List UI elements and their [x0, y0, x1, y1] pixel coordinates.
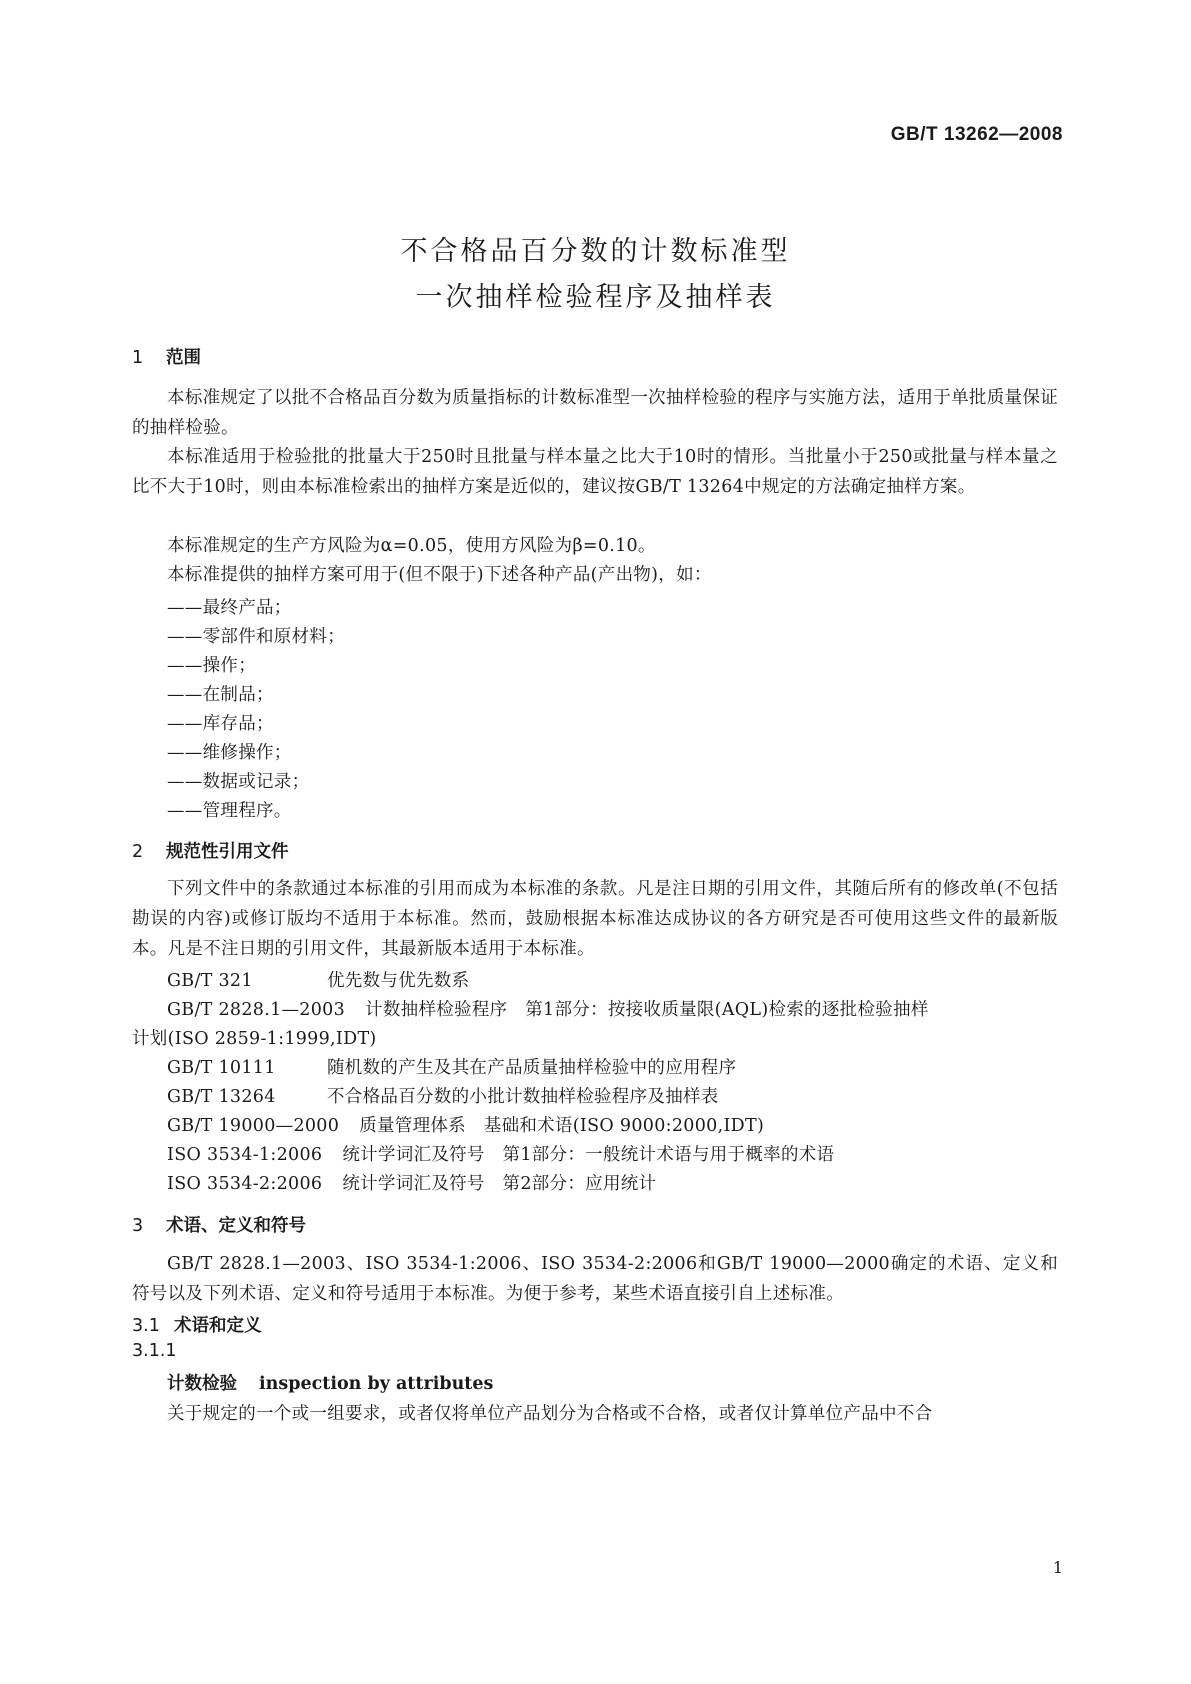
- section-2-heading: [132, 838, 289, 863]
- section-2-paragraph-1: 下列文件中的条款通过本标准的引用而成为本标准的条款。凡是注日期的引用文件，其随后所有的修改单(不包括勘误的内容)或修订版均不适用于本标准。然而，鼓励根据本标准达成协议的各方研究是否可使用这些文件的最新版本。凡是不注日期的引用文件，其最新版本适用于本标准。: [132, 879, 1058, 959]
- reference-item: [167, 1141, 834, 1166]
- subsection-title: 术语和定义: [174, 1316, 262, 1336]
- reference-title: 统计学词汇及符号 第2部分：应用统计: [342, 1174, 657, 1194]
- standard-code: GB/T 13262—2008: [890, 124, 1063, 145]
- term-chinese: 计数检验: [167, 1374, 237, 1394]
- section-number: 1: [132, 348, 144, 368]
- term-definition: 关于规定的一个或一组要求，或者仅将单位产品划分为合格或不合格，或者仅计算单位产品中不合: [167, 1404, 933, 1424]
- page-number: 1: [1052, 1558, 1063, 1577]
- section-1-heading: [132, 344, 201, 369]
- section-title: 范围: [166, 348, 201, 368]
- section-1-paragraph-1: 本标准规定了以批不合格品百分数为质量指标的计数标准型一次抽样检验的程序与实施方法，适用于单批质量保证的抽样检验。: [132, 388, 1058, 438]
- subsection-3-1-heading: [132, 1312, 262, 1337]
- section-number: 3: [132, 1216, 144, 1236]
- list-item: ——在制品；: [167, 685, 274, 705]
- subsection-3-1-1-number: 3.1.1: [132, 1341, 177, 1361]
- subsection-number: 3.1: [132, 1316, 160, 1336]
- reference-code: GB/T 2828.1—2003: [167, 1000, 346, 1020]
- section-3-heading: [132, 1212, 306, 1237]
- term-heading: [167, 1370, 493, 1395]
- section-title: 术语、定义和符号: [166, 1216, 306, 1236]
- list-item: ——管理程序。: [167, 801, 292, 821]
- list-item: ——零部件和原材料；: [167, 627, 345, 647]
- reference-item: [167, 996, 929, 1021]
- reference-item: [167, 1112, 764, 1137]
- reference-title: 计数抽样检验程序 第1部分：按接收质量限(AQL)检索的逐批检验抽样: [365, 1000, 929, 1020]
- reference-item: [167, 967, 469, 992]
- list-item: ——库存品；: [167, 714, 274, 734]
- reference-code: GB/T 13264: [167, 1087, 276, 1107]
- reference-code: GB/T 10111: [167, 1058, 276, 1078]
- list-item: ——数据或记录；: [167, 772, 310, 792]
- reference-code: ISO 3534-2:2006: [167, 1174, 323, 1194]
- list-item: ——操作；: [167, 656, 256, 676]
- reference-code: GB/T 321: [167, 971, 253, 991]
- reference-title: 优先数与优先数系: [327, 971, 470, 991]
- section-1-paragraph-3: 本标准规定的生产方风险为α=0.05，使用方风险为β=0.10。: [167, 536, 656, 556]
- section-1-paragraph-4: 本标准提供的抽样方案可用于(但不限于)下述各种产品(产出物)，如：: [167, 565, 712, 585]
- reference-code: ISO 3534-1:2006: [167, 1145, 323, 1165]
- section-number: 2: [132, 842, 144, 862]
- term-english: inspection by attributes: [259, 1374, 494, 1394]
- title-line-1: 不合格品百分数的计数标准型: [400, 236, 791, 267]
- reference-title: 不合格品百分数的小批计数抽样检验程序及抽样表: [327, 1087, 719, 1107]
- title-line-2: 一次抽样检验程序及抽样表: [415, 282, 776, 313]
- section-3-paragraph-1: GB/T 2828.1—2003、ISO 3534-1:2006、ISO 3534-2:2006和GB/T 19000—2000确定的术语、定义和符号以及下列术语、定义和符号适用于本标准。为便于参考，某些术语直接引自上述标准。: [132, 1254, 1058, 1304]
- reference-title: 随机数的产生及其在产品质量抽样检验中的应用程序: [327, 1058, 737, 1078]
- reference-title: 质量管理体系 基础和术语(ISO 9000:2000,IDT): [359, 1116, 765, 1136]
- reference-title: 统计学词汇及符号 第1部分：一般统计术语与用于概率的术语: [342, 1145, 835, 1165]
- list-item: ——维修操作；: [167, 743, 292, 763]
- reference-item: [167, 1054, 736, 1079]
- reference-item: [167, 1083, 719, 1108]
- reference-code: GB/T 19000—2000: [167, 1116, 340, 1136]
- list-item: ——最终产品；: [167, 598, 292, 618]
- section-title: 规范性引用文件: [166, 842, 289, 862]
- section-1-paragraph-2: 本标准适用于检验批的批量大于250时且批量与样本量之比大于10时的情形。当批量小于250或批量与样本量之比不大于10时，则由本标准检索出的抽样方案是近似的，建议按GB/T 13264中规定的方法确定抽样方案。: [132, 447, 1058, 497]
- reference-item-continuation: 计划(ISO 2859-1:1999,IDT): [132, 1029, 377, 1049]
- reference-item: [167, 1170, 656, 1195]
